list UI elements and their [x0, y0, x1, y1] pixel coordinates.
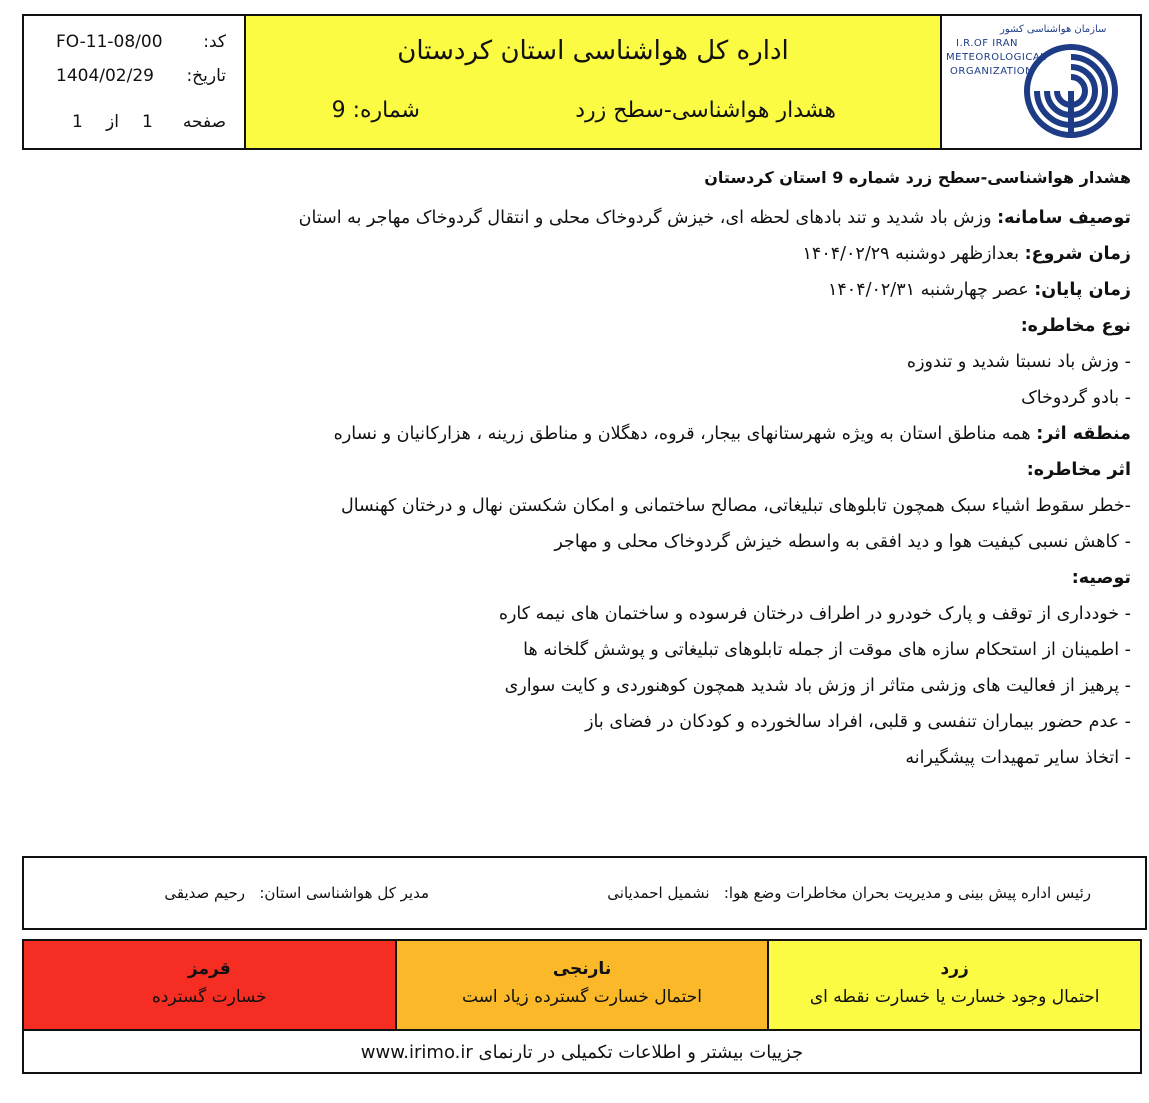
document-header	[22, 14, 1142, 150]
list-item: - کاهش نسبی کیفیت هوا و دید افقی به واسطه خیزش گردوخاک محلی و مهاجر	[554, 532, 1131, 552]
logo-persian-text: سازمان هواشناسی کشور	[1000, 24, 1107, 35]
affected-area	[30, 416, 1131, 452]
signature-box	[22, 856, 1147, 930]
effect-label: اثر مخاطره:	[1026, 460, 1131, 480]
list-item: - خودداری از توقف و پارک خودرو در اطراف درختان فرسوده و ساختمان های نیمه کاره	[498, 604, 1131, 624]
logo-text-line1: I.R.OF IRAN	[956, 38, 1019, 49]
page-title: اداره کل هواشناسی استان کردستان	[397, 36, 789, 66]
level-orange	[395, 941, 768, 1029]
level-red-name: قرمز	[187, 959, 231, 979]
level-orange-name: نارنجی	[552, 959, 612, 979]
warning-number-text: شماره: 9	[331, 98, 420, 123]
hazard-label: نوع مخاطره:	[1020, 316, 1131, 336]
director-name: رحیم صدیقی	[164, 884, 246, 902]
system-text: وزش باد شدید و تند بادهای لحظه ای، خیزش گردوخاک محلی و انتقال گردوخاک مهاجر به استان	[298, 208, 992, 228]
advice-label: توصیه:	[1071, 568, 1131, 588]
logo-text-line2: METEOROLOGICAL	[946, 52, 1047, 63]
forecast-head-role: رئیس اداره پیش بینی و مدیریت بحران مخاطرات وضع هوا:	[723, 884, 1091, 902]
director	[164, 884, 429, 902]
level-red	[24, 941, 395, 1029]
hazard-type	[30, 308, 1131, 344]
level-row	[24, 941, 1140, 1031]
level-yellow-desc: احتمال وجود خسارت یا خسارت نقطه ای	[809, 987, 1100, 1007]
list-item: - پرهیز از فعالیت های وزشی متاثر از وزش باد شدید همچون کوهنوردی و کایت سواری	[504, 676, 1131, 696]
page-of-label: از	[106, 112, 119, 132]
forecast-head-name: نشمیل احمدیانی	[607, 884, 710, 902]
code-label: کد:	[203, 32, 226, 52]
system-description	[30, 200, 1131, 236]
level-red-desc: خسارت گسترده	[151, 987, 267, 1007]
end-label: زمان پایان:	[1034, 280, 1131, 300]
warning-heading: هشدار هواشناسی-سطح زرد شماره 9 استان کردستان	[704, 168, 1131, 187]
list-item: - بادو گردوخاک	[1021, 388, 1131, 408]
end-text: عصر چهارشنبه ۱۴۰۴/۰۲/۳۱	[828, 280, 1029, 300]
start-time	[30, 236, 1131, 272]
page-number: 1	[142, 112, 153, 132]
page-total: 1	[72, 112, 83, 132]
end-time	[30, 272, 1131, 308]
director-role: مدیر کل هواشناسی استان:	[259, 884, 429, 902]
logo-area	[942, 16, 1140, 148]
logo-text-line3: ORGANIZATION	[950, 66, 1034, 77]
title-banner	[246, 16, 942, 148]
start-label: زمان شروع:	[1024, 244, 1131, 264]
meteorological-organization-logo-icon	[1024, 44, 1118, 138]
level-yellow	[767, 941, 1140, 1029]
list-item: - وزش باد نسبتا شدید و تندوزه	[906, 352, 1131, 372]
hazard-effect	[30, 452, 1131, 488]
more-info-link[interactable]: جزییات بیشتر و اطلاعات تکمیلی در تارنمای www.irimo.ir	[360, 1042, 804, 1063]
code-value: FO-11-08/00	[56, 32, 163, 52]
warning-level-legend	[22, 939, 1142, 1074]
list-item: - اتخاذ سایر تمهیدات پیشگیرانه	[905, 748, 1131, 768]
level-yellow-name: زرد	[940, 959, 969, 979]
area-label: منطقه اثر:	[1036, 424, 1131, 444]
warning-number	[331, 98, 650, 123]
list-item: - اطمینان از استحکام سازه های موقت از جمله تابلوهای تبلیغاتی و پوشش گلخانه ها	[523, 640, 1131, 660]
list-item: -خطر سقوط اشیاء سبک همچون تابلوهای تبلیغاتی، مصالح ساختمانی و امکان شکستن نهال و درختان کهنسال	[341, 496, 1131, 516]
warning-level-label: هشدار هواشناسی-سطح زرد	[575, 98, 836, 123]
list-item: - عدم حضور بیماران تنفسی و قلبی، افراد سالخورده و کودکان در فضای باز	[585, 712, 1131, 732]
level-orange-desc: احتمال خسارت گسترده زیاد است	[462, 987, 703, 1007]
warning-body	[30, 168, 1131, 776]
page-label: صفحه	[182, 112, 226, 132]
date-label: تاریخ:	[186, 66, 226, 86]
advice-section	[30, 560, 1131, 596]
area-text: همه مناطق استان به ویژه شهرستانهای بیجار، قروه، دهگلان و مناطق زرینه ، هزارکانیان و نساره	[333, 424, 1031, 444]
date-value: 1404/02/29	[56, 66, 154, 86]
start-text: بعدازظهر دوشنبه ۱۴۰۴/۰۲/۲۹	[802, 244, 1019, 264]
document-meta	[24, 16, 246, 148]
system-label: توصیف سامانه:	[997, 208, 1131, 228]
forecast-head	[607, 884, 1091, 902]
